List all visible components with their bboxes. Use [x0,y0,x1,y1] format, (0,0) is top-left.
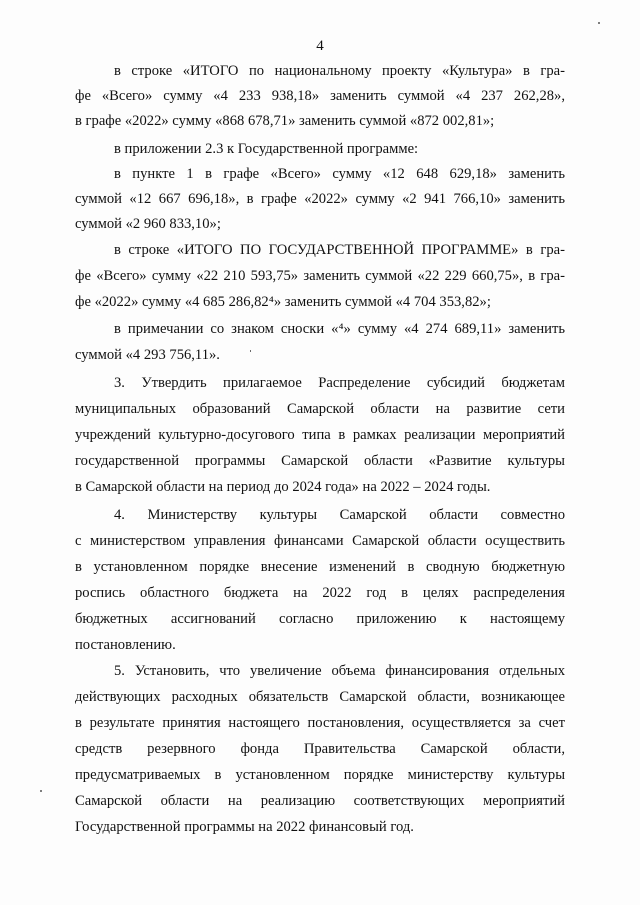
text-line: суммой «12 667 696,18», в графе «2022» сумму «2 941 766,10» заменить [75,191,565,207]
text-line: роспись областного бюджета на 2022 год в целях распределения [75,585,565,601]
text-line: в строке «ИТОГО по национальному проекту «Культура» в гра- [114,63,565,79]
text-line: бюджетных ассигнований согласно приложению к настоящему [75,611,565,627]
scan-speck [250,350,251,352]
text-line: в установленном порядке внесение изменений в сводную бюджетную [75,559,565,575]
scan-speck [598,22,600,24]
text-line: учреждений культурно-досугового типа в рамках реализации мероприятий [75,427,565,443]
text-line: фе «Всего» сумму «22 210 593,75» заменить суммой «22 229 660,75», в гра- [75,268,565,284]
text-line: 5. Установить, что увеличение объема финансирования отдельных [114,663,565,679]
text-line: с министерством управления финансами Самарской области осуществить [75,533,565,549]
page-number: 4 [316,38,324,54]
text-line: в строке «ИТОГО ПО ГОСУДАРСТВЕННОЙ ПРОГРАММЕ» в гра- [114,242,565,258]
text-line: действующих расходных обязательств Самарской области, возникающее [75,689,565,705]
text-line: 3. Утвердить прилагаемое Распределение субсидий бюджетам [114,375,565,391]
text-line: Государственной программы на 2022 финансовый год. [75,819,414,835]
text-line: постановлению. [75,637,176,653]
text-line: Самарской области на реализацию соответствующих мероприятий [75,793,565,809]
text-line: предусматриваемых в установленном порядке министерству культуры [75,767,565,783]
scan-speck [40,790,42,792]
text-line: государственной программы Самарской области «Развитие культуры [75,453,565,469]
text-line: суммой «4 293 756,11». [75,347,220,363]
text-line: в результате принятия настоящего постановления, осуществляется за счет [75,715,565,731]
text-line: суммой «2 960 833,10»; [75,216,221,232]
text-line: в приложении 2.3 к Государственной программе: [114,141,419,157]
text-line: в графе «2022» сумму «868 678,71» заменить суммой «872 002,81»; [75,113,495,129]
text-line: 4. Министерству культуры Самарской области совместно [114,507,565,523]
text-line: средств резервного фонда Правительства Самарской области, [75,741,565,757]
text-line: в Самарской области на период до 2024 года» на 2022 – 2024 годы. [75,479,491,495]
text-line: в пункте 1 в графе «Всего» сумму «12 648 629,18» заменить [114,166,565,182]
text-line: муниципальных образований Самарской области на развитие сети [75,401,565,417]
text-line: в примечании со знаком сноски «⁴» сумму «4 274 689,11» заменить [114,321,565,337]
text-line: фе «2022» сумму «4 685 286,82⁴» заменить суммой «4 704 353,82»; [75,294,491,310]
text-line: фе «Всего» сумму «4 233 938,18» заменить суммой «4 237 262,28», [75,88,565,104]
